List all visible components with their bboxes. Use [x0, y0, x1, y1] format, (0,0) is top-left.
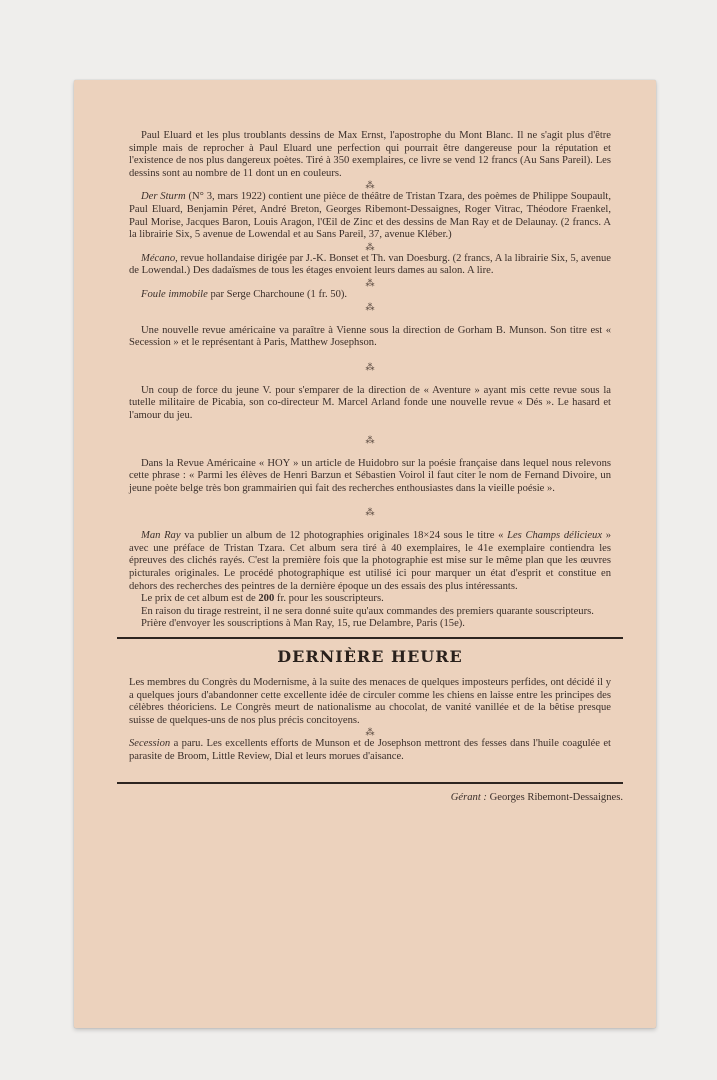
separator-ornament: ⁂	[365, 361, 375, 372]
paragraph-eluard: Paul Eluard et les plus troublants dessins de Max Ernst, l'apostrophe du Mont Blanc. Il ne s'agit plus d'être simple mais de reprocher à Paul Eluard une perfection qui pourrait être dangereuse pour la réputation et l'existence de nos plus dangereux poètes. Tiré à 350 exemplaires, ce livre se vend 12 francs (Au Sans Pareil). Les dessins sont au nombre de 11 dont un en couleurs.	[129, 130, 611, 179]
paragraph-hoy: Dans la Revue Américaine « HOY » un article de Huidobro sur la poésie française dans lequel nous relevons cette phrase : « Parmi les élèves de Henri Barzun et Sébastien Voirol il faut citer le nom de Fernand Divoire, un jeune poète belge très bon grammairien qui fait des recherches enthousiastes dans la vieille poésie ».	[129, 457, 611, 494]
separator-ornament: ⁂	[365, 241, 375, 252]
price-value: 200	[258, 593, 275, 605]
paragraph-mecano	[129, 253, 611, 278]
separator-ornament: ⁂	[365, 507, 375, 518]
paragraph-secession-revue: Une nouvelle revue américaine va paraître à Vienne sous la direction de Gorham B. Munson. Son titre est « Secession » et le représentant à Paris, Matthew Josephson.	[129, 324, 611, 349]
paragraph-congres: Les membres du Congrès du Modernisme, à la suite des menaces de quelques imposteurs perfides, ont décidé il y a quelques jours d'abandonner cette excellente idée de circuler comme les chiens en laisse entre les principes des célèbres théoriciens. Le Congrès meurt de nationalisme au chocolat, de vanité vanillée et de la bêtise presque suisse de quelques-uns de nos plus précis concitoyens.	[129, 677, 611, 726]
separator-ornament: ⁂	[365, 301, 375, 312]
document-page	[74, 80, 656, 1028]
section-heading: DERNIÈRE HEURE	[277, 647, 463, 667]
gerant-signature	[129, 792, 623, 805]
divider-rule	[117, 637, 623, 639]
title-der-sturm: Der Sturm	[141, 191, 186, 203]
text-foule-immobile: par Serge Charchoune (1 fr. 50).	[207, 288, 348, 300]
paragraph-man-ray-album: Man Ray va publier un album de 12 photographies originales 18×24 sous le titre « Les Champs délicieux » avec une préface de Tristan Tzara. Cet album sera tiré à 40 exemplaires, le 41e exemplaire contiendra les épreuves des clichés rayés. C'est la première fois que la photographie est mise sur le même plan que les œuvres picturales originales. Le procédé photographique est utilisé ici pour marquer un état d'esprit et constitue en dehors des recherches des peintres de la dernière époque un des essais des plus intéressants.	[129, 530, 612, 592]
paragraph-souscriptions: Prière d'envoyer les souscriptions à Man Ray, 15, rue Delambre, Paris (15e).	[141, 618, 465, 630]
name-man-ray: Man Ray	[141, 530, 181, 542]
paragraph-tirage: En raison du tirage restreint, il ne sera donné suite qu'aux commandes des premiers quarante souscripteurs.	[141, 605, 594, 617]
paragraph-foule-immobile	[129, 289, 611, 302]
separator-ornament: ⁂	[365, 277, 375, 288]
title-secession: Secession	[129, 738, 171, 750]
text-mecano: revue hollandaise dirigée par J.-K. Bonset et Th. van Doesburg. (2 francs, A la librairie Six, 5, avenue de Lowendal.) Des dadaïsmes de tous les étages envoient leurs dames au salon. A lire.	[129, 252, 611, 277]
gerant-label: Gérant :	[450, 791, 487, 803]
page-content	[129, 130, 623, 804]
separator-ornament: ⁂	[365, 434, 375, 445]
paragraph-der-sturm	[129, 191, 611, 241]
title-mecano: Mécano,	[141, 252, 178, 264]
paragraph-aventure: Un coup de force du jeune V. pour s'emparer de la direction de « Aventure » ayant mis cette revue sous la tutelle militaire de Picabia, son co-directeur M. Marcel Arland fonde une nouvelle revue « Dés ». Le hasard et l'amour du jeu.	[129, 384, 611, 421]
title-champs-delicieux: Les Champs délicieux	[507, 530, 603, 542]
divider-rule-bottom	[117, 782, 623, 784]
paragraph-price: Le prix de cet album est de 200 fr. pour les souscripteurs.	[141, 593, 384, 605]
title-foule-immobile: Foule immobile	[141, 288, 208, 300]
paragraph-secession-parue: Secession a paru. Les excellents efforts de Munson et de Josephson mettront des fesses dans l'huile coagulée et parasite de Broom, Little Review, Dial et leurs morues d'aisance.	[129, 738, 611, 762]
separator-ornament: ⁂	[365, 727, 375, 738]
text-der-sturm: (N° 3, mars 1922) contient une pièce de théâtre de Tristan Tzara, des poèmes de Philippe Soupault, Paul Eluard, Benjamin Péret, André Breton, Georges Ribemont-Dessaignes, Roger Vitrac, Théodore Fraenkel, Paul Morise, Jacques Baron, Louis Aragon, l'Œil de Zinc et des dessins de Man Ray et de Delaunay. (2 francs. A la librairie Six, 5 avenue de Lowendal et au Sans Pareil, 37, avenue Kléber.)	[129, 191, 612, 241]
separator-ornament: ⁂	[365, 180, 375, 191]
gerant-name: Georges Ribemont-Dessaignes.	[486, 791, 623, 803]
